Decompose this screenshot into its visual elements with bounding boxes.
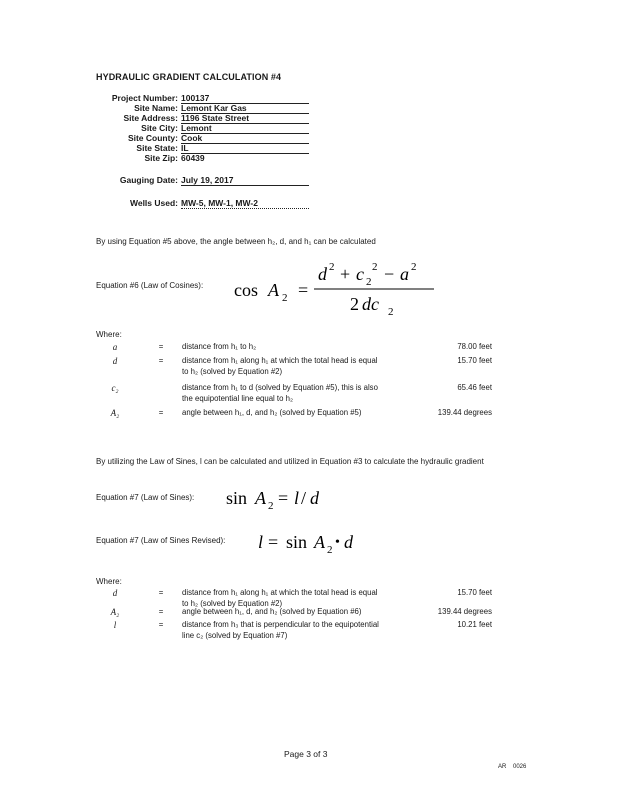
- equals-sign: =: [158, 356, 164, 365]
- equals-sign: =: [158, 607, 164, 616]
- equals-sign: =: [158, 408, 164, 417]
- variable-description: distance from h₁ along h₁ at which the total head is equal: [182, 356, 378, 365]
- page-number: Page 3 of 3: [284, 749, 328, 759]
- equation-6-formula: [228, 258, 448, 320]
- wells-used-value: MW-5, MW-1, MW-2: [181, 198, 309, 209]
- variable-description: angle between h₁, d, and h₂ (solved by Equation #6): [182, 607, 362, 616]
- field-value: Lemont: [181, 123, 309, 134]
- field-value: 1196 State Street: [181, 113, 309, 124]
- field-value: Lemont Kar Gas: [181, 103, 309, 114]
- where-label-2: Where:: [96, 577, 122, 586]
- field-label: Site County:: [127, 133, 178, 143]
- svg-text:=: =: [278, 488, 289, 508]
- svg-text:d: d: [310, 488, 319, 508]
- svg-text:2: 2: [372, 261, 378, 273]
- variable-symbol: c₂: [111, 383, 119, 393]
- variable-description-cont: line c₂ (solved by Equation #7): [182, 631, 288, 640]
- svg-text:l: l: [258, 532, 264, 552]
- variable-description: distance from h₁ to d (solved by Equation #5), this is also: [182, 383, 378, 392]
- variable-symbol: d: [112, 588, 118, 598]
- svg-text:=: =: [298, 280, 309, 300]
- variable-symbol: l: [113, 620, 117, 630]
- variable-description-cont: to h₂ (solved by Equation #2): [182, 367, 283, 376]
- variable-value: 15.70 feet: [457, 356, 492, 365]
- svg-text:2: 2: [366, 276, 372, 288]
- field-value: IL: [181, 143, 309, 154]
- variable-symbol: a: [112, 342, 118, 352]
- page-title: HYDRAULIC GRADIENT CALCULATION #4: [96, 72, 282, 82]
- field-label: Project Number:: [111, 93, 178, 103]
- field-value: Cook: [181, 133, 309, 144]
- svg-text:d: d: [318, 264, 327, 284]
- variable-symbol: d: [112, 356, 118, 366]
- gauging-date-value: July 19, 2017: [181, 175, 309, 186]
- field-label: Site State:: [136, 143, 178, 153]
- field-label: Site Zip:: [144, 153, 178, 163]
- intro-text-1: By using Equation #5 above, the angle between h₂, d, and h₁ can be calculated: [96, 237, 376, 246]
- bates-stamp: AR 0026: [498, 764, 527, 770]
- variable-description-cont: to h₂ (solved by Equation #2): [182, 599, 283, 608]
- field-label: Site Name:: [134, 103, 178, 113]
- svg-text:/: /: [301, 488, 307, 508]
- variable-description: distance from h₃ that is perpendicular to the equipotential: [182, 620, 379, 629]
- svg-text:2: 2: [268, 500, 274, 512]
- variable-symbol: A₂: [110, 408, 120, 418]
- svg-text:A: A: [268, 280, 279, 300]
- gauging-date-label: Gauging Date:: [119, 175, 178, 185]
- svg-text:2: 2: [411, 261, 417, 273]
- svg-text:a: a: [400, 264, 409, 284]
- equation-7-label: Equation #7 (Law of Sines):: [96, 493, 195, 502]
- variable-description: angle between h₁, d, and h₂ (solved by Equation #5): [182, 408, 362, 417]
- svg-text:c: c: [356, 264, 364, 284]
- variable-symbol: A₂: [110, 607, 120, 617]
- equals-sign: =: [158, 620, 164, 629]
- field-label: Site Address:: [123, 113, 178, 123]
- svg-text:2: 2: [282, 292, 288, 304]
- where-label-1: Where:: [96, 330, 122, 339]
- svg-text:l: l: [294, 488, 300, 508]
- wells-used-label: Wells Used:: [129, 198, 178, 208]
- variable-value: 139.44 degrees: [437, 408, 492, 417]
- svg-text:dc: dc: [362, 294, 379, 314]
- svg-text:sin: sin: [286, 532, 308, 552]
- field-label: Site City:: [141, 123, 178, 133]
- svg-text:sin: sin: [226, 488, 248, 508]
- svg-text:•: •: [335, 535, 340, 550]
- variable-description-cont: the equipotential line equal to h₂: [182, 394, 293, 403]
- variable-description: distance from h₁ along h₁ at which the total head is equal: [182, 588, 378, 597]
- svg-text:A: A: [314, 532, 325, 552]
- equation-6-label: Equation #6 (Law of Cosines):: [96, 281, 204, 290]
- svg-text:+: +: [340, 264, 351, 284]
- variable-description: distance from h₁ to h₂: [182, 342, 257, 351]
- variable-value: 78.00 feet: [457, 342, 492, 351]
- intro-text-2: By utilizing the Law of Sines, l can be calculated and utilized in Equation #3 to calculate the hydraulic gradient: [96, 457, 484, 466]
- svg-text:2: 2: [388, 306, 394, 318]
- variable-value: 139.44 degrees: [437, 607, 492, 616]
- variable-value: 10.21 feet: [457, 620, 492, 629]
- equals-sign: =: [158, 588, 164, 597]
- svg-text:2: 2: [329, 261, 335, 273]
- svg-text:d: d: [344, 532, 353, 552]
- variable-value: 65.46 feet: [457, 383, 492, 392]
- svg-text:2: 2: [327, 544, 333, 556]
- equation-7-revised-label: Equation #7 (Law of Sines Revised):: [96, 536, 226, 545]
- svg-text:−: −: [384, 264, 395, 284]
- svg-text:cos: cos: [234, 280, 258, 300]
- equation-7-revised-formula: [252, 526, 362, 558]
- svg-text:2: 2: [350, 294, 359, 314]
- variable-value: 15.70 feet: [457, 588, 492, 597]
- field-value: 60439: [181, 153, 205, 163]
- svg-text:=: =: [268, 532, 279, 552]
- field-value: 100137: [181, 93, 309, 104]
- equals-sign: =: [158, 342, 164, 351]
- svg-text:A: A: [255, 488, 266, 508]
- equation-7-formula: [222, 482, 332, 514]
